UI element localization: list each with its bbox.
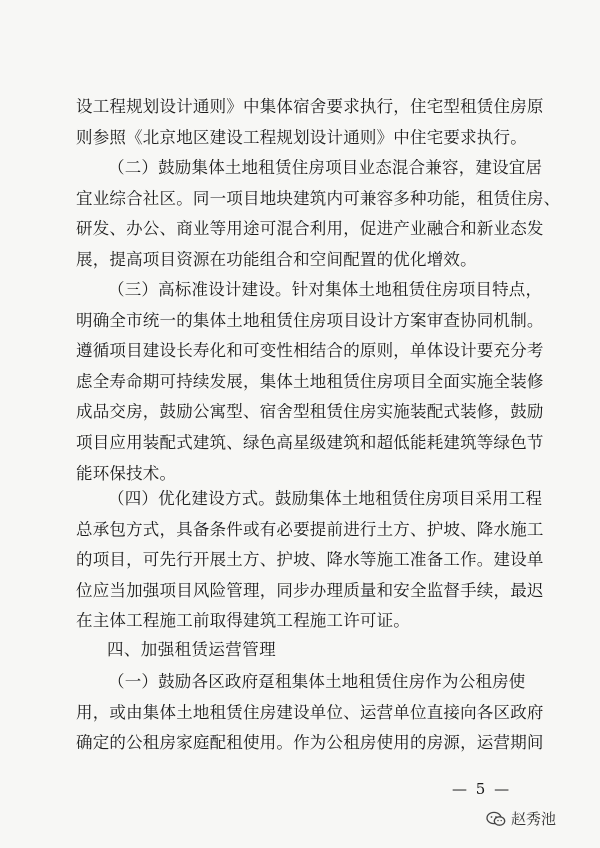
paragraph-continuation [76,92,544,153]
text-line: （一）鼓励各区政府趸租集体土地租赁住房作为公租房使 [108,672,526,691]
text-line: 宜业综合社区。同一项目地块建筑内可兼容多种功能，租赁住房、 [76,188,561,208]
wechat-icon [486,811,506,827]
text-line: （三）高标准设计建设。针对集体土地租赁住房项目特点， [108,280,543,299]
text-line: 确定的公租房家庭配租使用。作为公租房使用的房源，运营期间 [76,733,544,753]
text-line: 能环保技术。 [76,463,177,483]
watermark [486,808,556,829]
text-line: 虑全寿命期可持续发展，集体土地租赁住房项目全面实施全装修 [76,371,544,391]
section-heading: 四、加强租赁运营管理 [107,640,276,659]
text-line: 位应当加强项目风险管理，同步办理质量和安全监督手续，最迟 [76,580,544,600]
text-line: 遵循项目建设长寿化和可变性相结合的原则，单体设计要充分考 [76,341,544,361]
text-line: 成品交房，鼓励公寓型、宿舍型租赁住房实施装配式装修，鼓励 [76,402,544,422]
paragraph-item-2 [76,153,561,275]
text-line: 设工程规划设计通则》中集体宿舍要求执行，住宅型租赁住房原 [76,97,544,116]
watermark-author: 赵秀池 [511,810,557,828]
text-line: 总承包方式，具备条件或有必要提前进行土方、护坡、降水施工 [76,519,544,539]
text-line: （四）优化建设方式。鼓励集体土地租赁住房项目采用工程 [108,489,543,508]
text-line: 展，提高项目资源在功能组合和空间配置的优化增效。 [76,249,477,269]
text-line: 在主体工程施工前取得建筑工程施工许可证。 [76,611,410,631]
page-number: — 5 — [452,780,512,798]
text-line: （二）鼓励集体土地租赁住房项目业态混合兼容，建设宜居 [108,158,543,177]
text-line: 用，或由集体土地租赁住房建设单位、运营单位直接向各区政府 [76,702,544,722]
text-line: 的项目，可先行开展土方、护坡、降水等施工准备工作。建设单 [76,550,544,570]
paragraph-item-4 [76,484,544,637]
text-line: 项目应用装配式建筑、绿色高星级建筑和超低能耗建筑等绿色节 [76,432,544,452]
text-line: 明确全市统一的集体土地租赁住房项目设计方案审查协同机制。 [76,310,544,330]
paragraph-item-3 [76,275,544,489]
text-line: 则参照《北京地区建设工程规划设计通则》中住宅要求执行。 [76,127,527,147]
paragraph-section4-item-1 [76,667,544,759]
text-line: 研发、办公、商业等用途可混合利用，促进产业融合和新业态发 [76,219,544,239]
